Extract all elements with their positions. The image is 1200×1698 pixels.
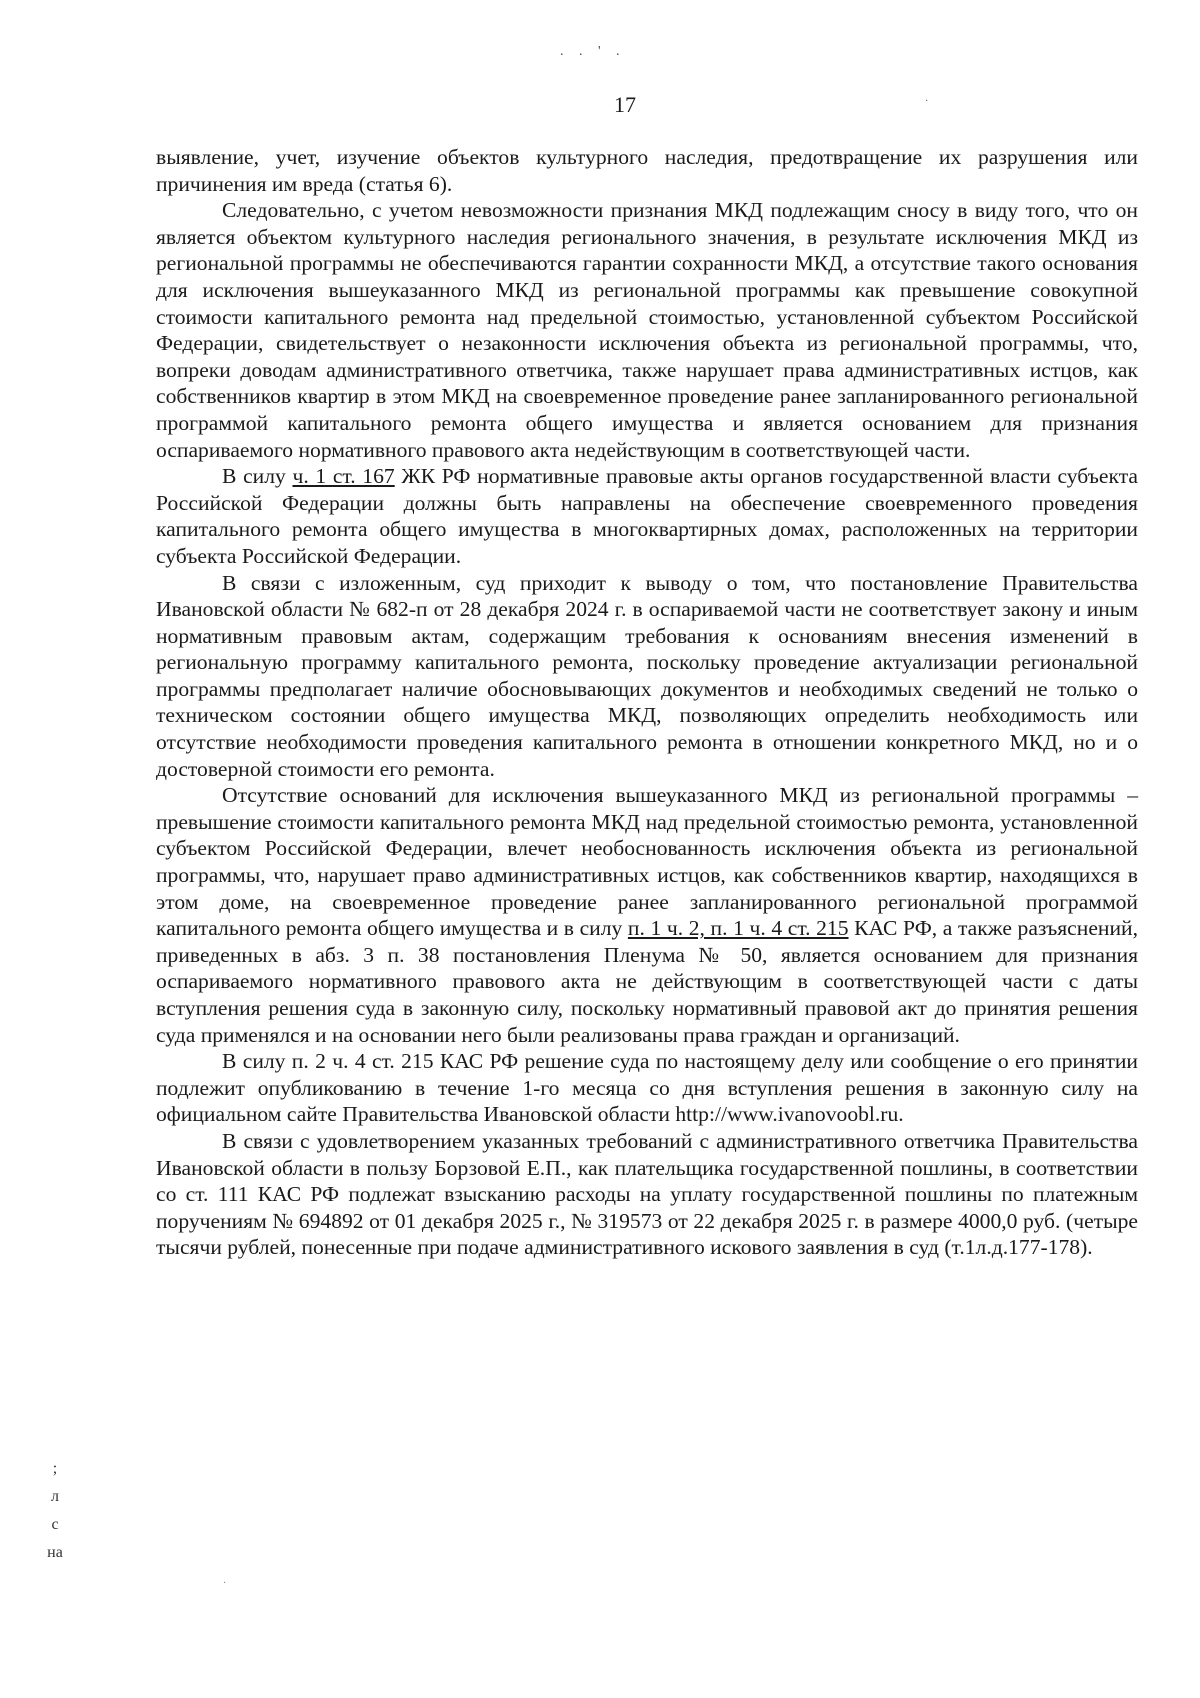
page-number: 17 xyxy=(614,92,636,117)
paragraph: Следовательно, с учетом невозможности признания МКД подлежащим сносу в виду того, что он является объектом культурного наследия регионального значения, в результате исключения МКД из региональной программы не обеспечиваются гарантии сохранности МКД, а отсутствие такого основания для исключения вышеуказанного МКД из региональной программы как превышение совокупной стоимости капитального ремонта над предельной стоимостью, установленной субъектом Российской Федерации, свидетельствует о незаконности исключения объекта из региональной программы, что, вопреки доводам административного ответчика, также нарушает права административных истцов, как собственников квартир в этом МКД на своевременное проведение ранее запланированного региональной программой капитального ремонта общего имущества и является основанием для признания оспариваемого нормативного правового акта недействующим в соответствующей части. xyxy=(156,198,1138,462)
scan-dot: · xyxy=(223,1578,227,1589)
paragraph: В связи с изложенным, суд приходит к выводу о том, что постановление Правительства Ивановской области № 682-п от 28 декабря 2024 г. в оспариваемой части не соответствует закону и иным нормативным правовым актам, содержащим требования к основаниям внесения изменений в региональную программу капитального ремонта, поскольку проведение актуализации региональной программы предполагает наличие обосновывающих документов и необходимых сведений не только о техническом состоянии общего имущества МКД, позволяющих определить необходимость или отсутствие необходимости проведения капитального ремонта в отношении конкретного МКД, но и о достоверной стоимости его ремонта. xyxy=(156,570,1138,781)
scan-dot: · xyxy=(925,96,929,107)
margin-note: на xyxy=(47,1544,63,1561)
scan-marks: . . ' . xyxy=(560,44,626,59)
paragraph: В связи с удовлетворением указанных требований с административного ответчика Правительства Ивановской области в пользу Борзовой Е.П., как плательщика государственной пошлины, в соответствии со ст. 111 КАС РФ подлежат взысканию расходы на уплату государственной пошлины по платежным поручениям № 694892 от 01 декабря 2025 г., № 319573 от 22 декабря 2025 г. в размере 4000,0 руб. (четыре тысячи рублей, понесенные при подаче административного искового заявления в суд (т.1л.д.177-178). xyxy=(156,1128,1138,1260)
document-body xyxy=(156,144,1138,1261)
paragraph: Отсутствие оснований для исключения вышеуказанного МКД из региональной программы – превышение стоимости капитального ремонта МКД над предельной стоимостью ремонта, установленной субъектом Российской Федерации, влечет необоснованность исключения объекта из региональной программы, что, нарушает право административных истцов, как собственников квартир, находящихся в этом доме, на своевременное проведение ранее запланированного региональной программой капитального ремонта общего имущества и в силу п. 1 ч. 2, п. 1 ч. 4 ст. 215 КАС РФ, а также разъяснений, приведенных в абз. 3 п. 38 постановления Пленума № 50, является основанием для признания оспариваемого нормативного правового акта не действующим в соответствующей части с даты вступления решения суда в законную силу, поскольку нормативный правовой акт до принятия решения суда применялся и на основании него были реализованы права граждан и организаций. xyxy=(156,783,1138,1047)
paragraph: В силу ч. 1 ст. 167 ЖК РФ нормативные правовые акты органов государственной власти субъекта Российской Федерации должны быть направлены на обеспечение своевременного проведения капитального ремонта общего имущества в многоквартирных домах, расположенных на территории субъекта Российской Федерации. xyxy=(156,464,1138,568)
law-reference-link[interactable]: п. 1 ч. 2, п. 1 ч. 4 ст. 215 xyxy=(627,916,849,941)
margin-note: л xyxy=(51,1488,59,1505)
margin-note: ; xyxy=(52,1460,58,1477)
law-reference-link[interactable]: ч. 1 ст. 167 xyxy=(292,464,395,489)
margin-note: с xyxy=(51,1516,59,1533)
paragraph: В силу п. 2 ч. 4 ст. 215 КАС РФ решение суда по настоящему делу или сообщение о его принятии подлежит опубликованию в течение 1-го месяца со дня вступления решения в законную силу на официальном сайте Правительства Ивановской области http://www.ivanovoobl.ru. xyxy=(156,1049,1138,1127)
paragraph-continuation: выявление, учет, изучение объектов культурного наследия, предотвращение их разрушения или причинения им вреда (статья 6). xyxy=(156,145,1138,196)
margin-notes xyxy=(30,1455,80,1567)
